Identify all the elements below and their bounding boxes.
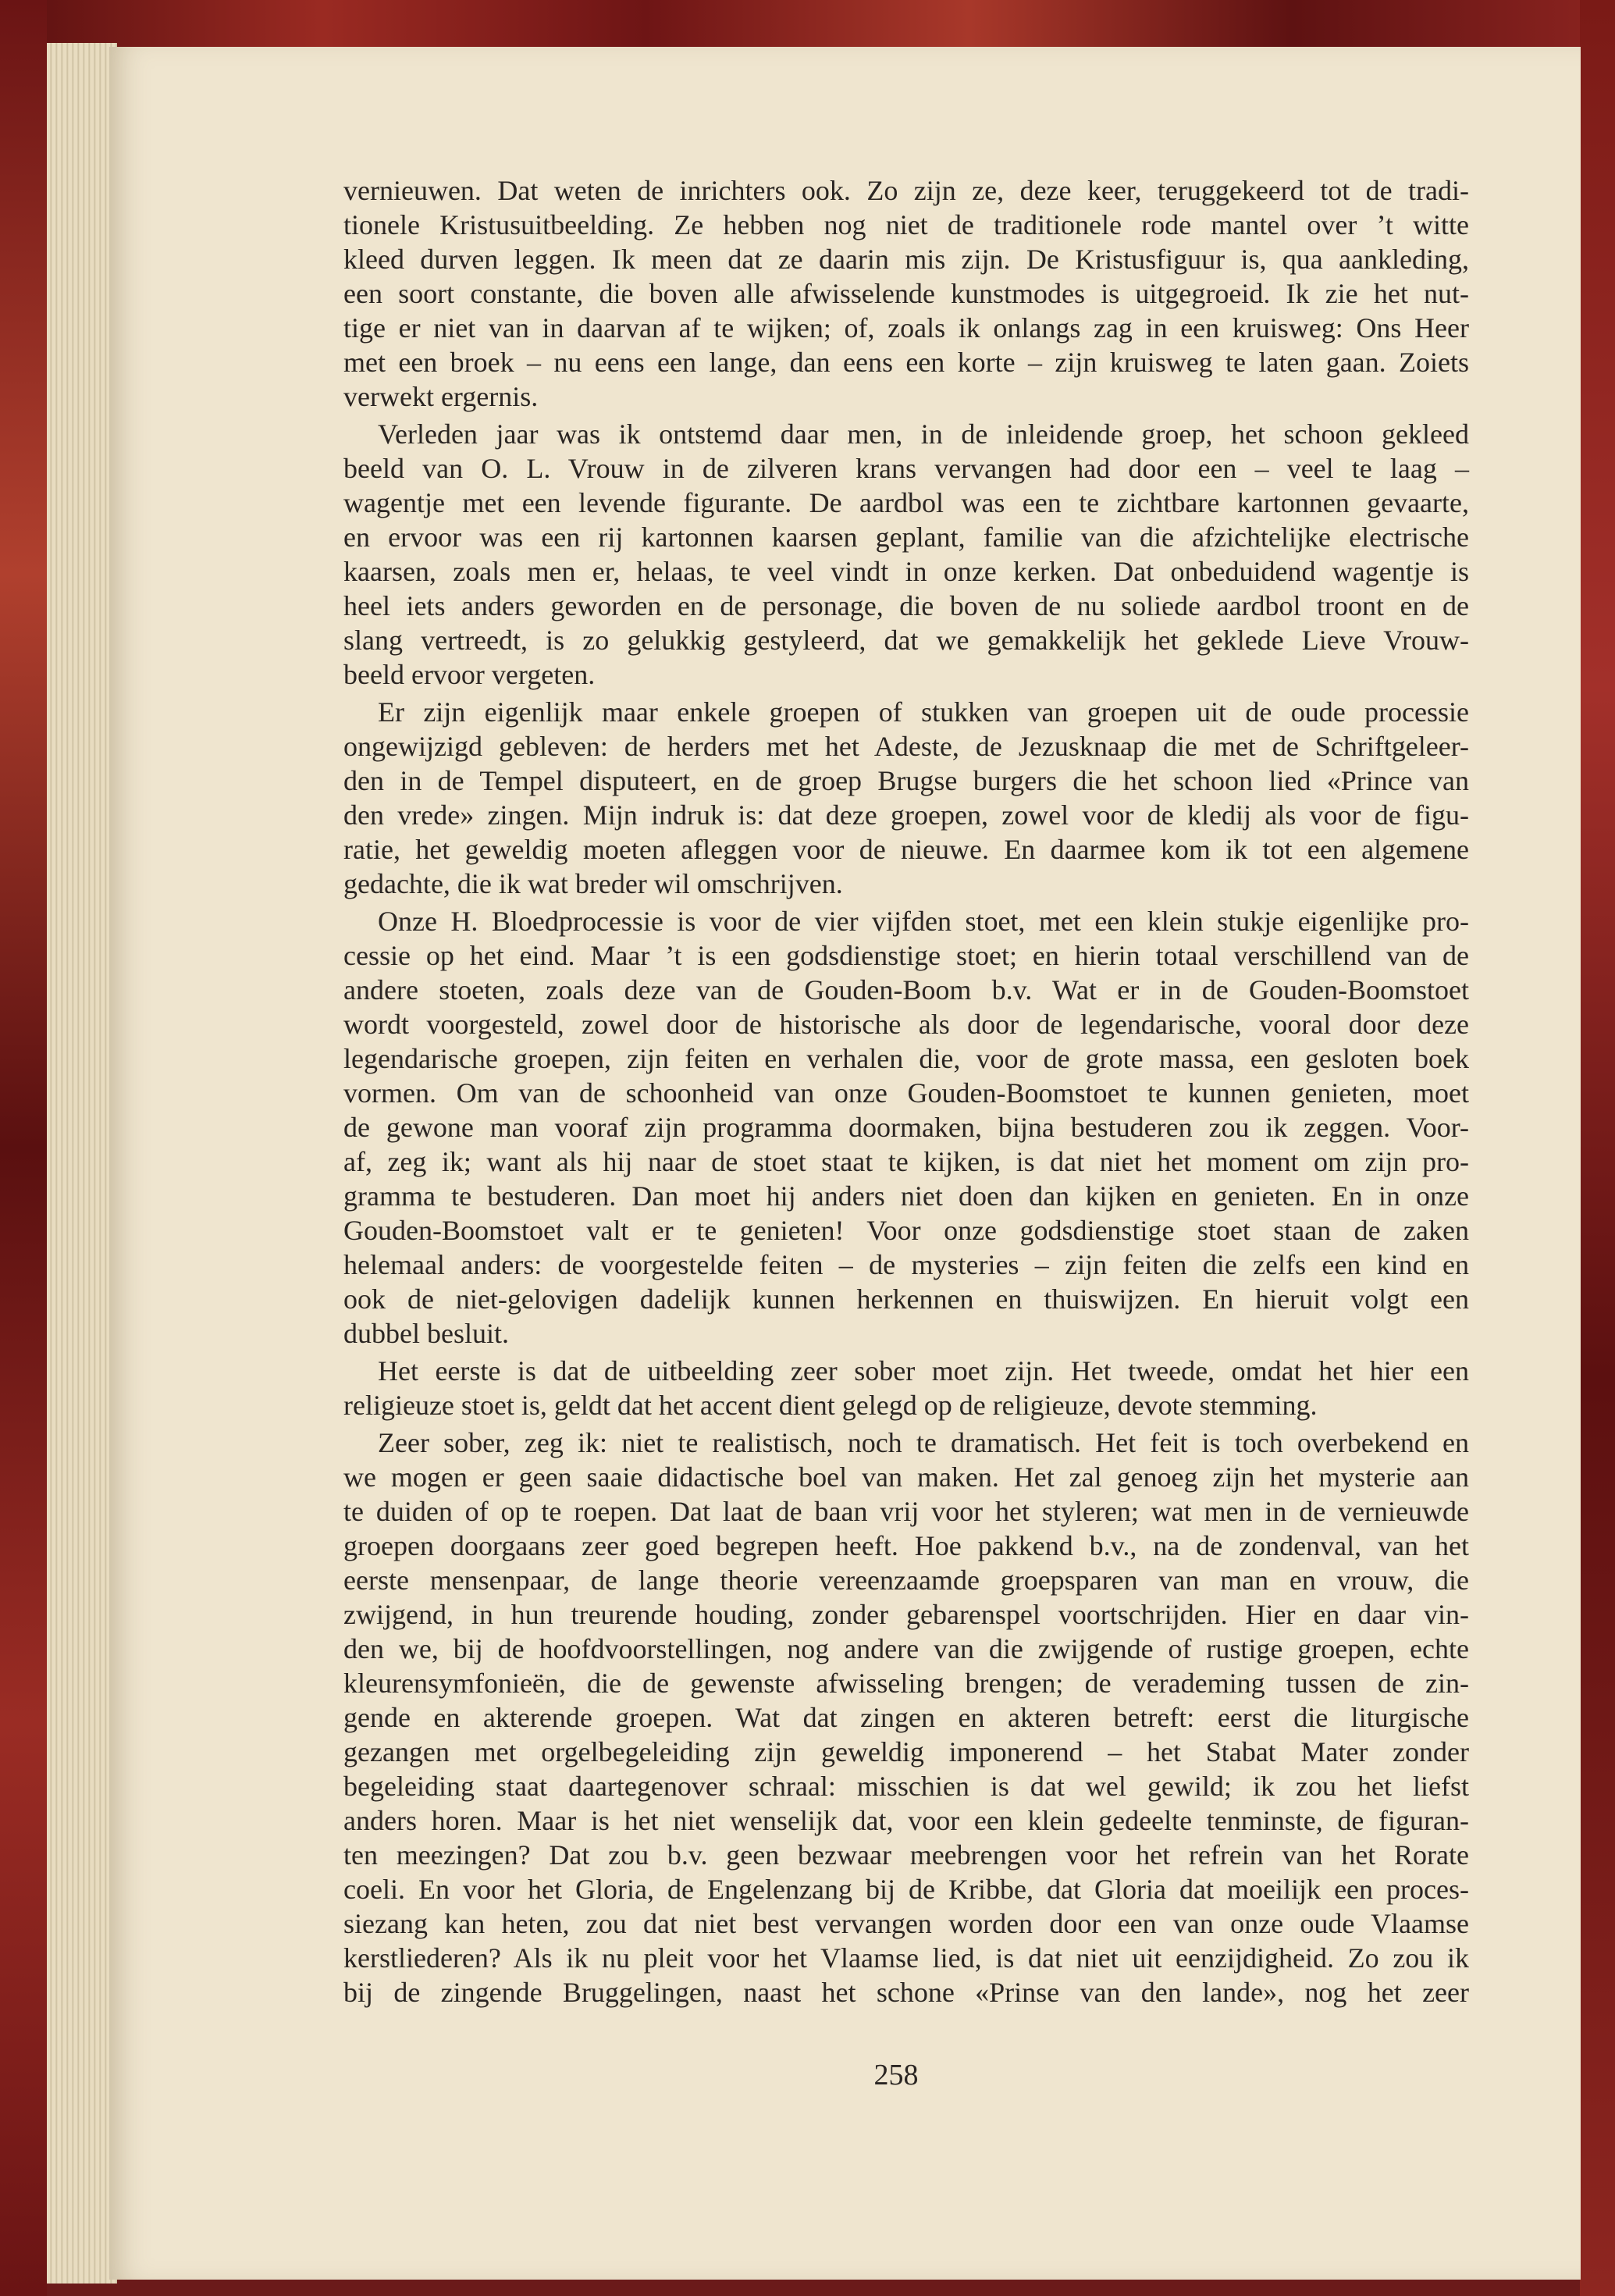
paragraph — [343, 1426, 1469, 2009]
text-line: tionele Kristusuitbeelding. Ze hebben nog niet de traditionele rode mantel over ’t witte — [343, 209, 1469, 240]
text-line: Verleden jaar was ik ontstemd daar men, in de inleidende groep, het schoon gekleed — [378, 418, 1469, 450]
text-line: slang vertreedt, is zo gelukkig gestyleerd, dat we gemakkelijk het geklede Lieve Vrouw- — [343, 625, 1469, 656]
text-line: vormen. Om van de schoonheid van onze Gouden-Boomstoet te kunnen genieten, moet — [343, 1077, 1469, 1109]
text-line: den we, bij de hoofdvoorstellingen, nog andere van die zwijgende of rustige groepen, echte — [343, 1633, 1469, 1664]
text-line: beeld ervoor vergeten. — [343, 659, 596, 690]
text-line: begeleiding staat daartegenover schraal: misschien is dat wel gewild; ik zou het liefst — [343, 1771, 1469, 1802]
text-line: ook de niet-gelovigen dadelijk kunnen herkennen en thuiswijzen. En hieruit volgt een — [343, 1283, 1469, 1315]
text-line: een soort constante, die boven alle afwisselende kunstmodes is uitgegroeid. Ik zie het nut- — [343, 278, 1469, 309]
text-line: af, zeg ik; want als hij naar de stoet staat te kijken, is dat niet het moment om zijn pro- — [343, 1146, 1469, 1177]
text-line: te duiden of op te roepen. Dat laat de baan vrij voor het styleren; wat men in de vernieuwde — [343, 1496, 1469, 1527]
text-line: beeld van O. L. Vrouw in de zilveren krans vervangen had door een – veel te laag – — [343, 453, 1469, 484]
text-line: bij de zingende Bruggelingen, naast het schone «Prinse van den lande», nog het zeer — [343, 1977, 1469, 2008]
text-line: kaarsen, zoals men er, helaas, te veel vindt in onze kerken. Dat onbeduidend wagentje is — [343, 556, 1469, 587]
text-line: andere stoeten, zoals deze van de Gouden-Boom b.v. Wat er in de Gouden-Boomstoet — [343, 974, 1469, 1006]
text-line: helemaal anders: de voorgestelde feiten – de mysteries – zijn feiten die zelfs een kind en — [343, 1249, 1469, 1280]
text-line: gezangen met orgelbegeleiding zijn geweldig imponerend – het Stabat Mater zonder — [343, 1736, 1469, 1767]
text-line: ongewijzigd gebleven: de herders met het Adeste, de Jezusknaap die met de Schriftgeleer- — [343, 731, 1469, 762]
text-line: Gouden-Boomstoet valt er te genieten! Voor onze godsdienstige stoet staan de zaken — [343, 1215, 1469, 1246]
text-line: legendarische groepen, zijn feiten en verhalen die, voor de grote massa, een gesloten boek — [343, 1043, 1469, 1074]
text-line: kleurensymfonieën, die de gewenste afwisseling brengen; de verademing tussen de zin- — [343, 1668, 1469, 1699]
text-line: den vrede» zingen. Mijn indruk is: dat deze groepen, zowel voor de kledij als voor de figu- — [343, 799, 1469, 831]
text-line: anders horen. Maar is het niet wenselijk dat, voor een klein gedeelte tenminste, de figuran- — [343, 1805, 1469, 1836]
text-line: zwijgend, in hun treurende houding, zonder gebarenspel voortschrijden. Hier en daar vin- — [343, 1599, 1469, 1630]
text-line: ten meezingen? Dat zou b.v. geen bezwaar meebrengen voor het refrein van het Rorate — [343, 1839, 1469, 1871]
text-line: groepen doorgaans zeer goed begrepen heeft. Hoe pakkend b.v., na de zondenval, van het — [343, 1530, 1469, 1561]
text-line: we mogen er geen saaie didactische boel van maken. Het zal genoeg zijn het mysterie aan — [343, 1461, 1469, 1493]
text-line: wordt voorgesteld, zowel door de historische als door de legendarische, vooral door deze — [343, 1009, 1469, 1040]
book-binding-left — [0, 0, 47, 2296]
paragraph — [343, 173, 1469, 414]
page-edges — [47, 43, 117, 2284]
text-line: ratie, het geweldig moeten afleggen voor de nieuwe. En daarmee kom ik tot een algemene — [343, 834, 1469, 865]
paragraph — [343, 695, 1469, 901]
text-line: Het eerste is dat de uitbeelding zeer sober moet zijn. Het tweede, omdat het hier een — [378, 1355, 1469, 1386]
text-line: gramma te bestuderen. Dan moet hij anders niet doen dan kijken en genieten. En in onze — [343, 1180, 1469, 1212]
text-line: cessie op het eind. Maar ’t is een godsdienstige stoet; en hierin totaal verschillend van de — [343, 940, 1469, 971]
paragraph — [343, 417, 1469, 692]
text-line: kleed durven leggen. Ik meen dat ze daarin mis zijn. De Kristusfiguur is, qua aankleding, — [343, 244, 1469, 275]
text-line: tige er niet van in daarvan af te wijken; of, zoals ik onlangs zag in een kruisweg: Ons Heer — [343, 312, 1469, 344]
text-line: eerste mensenpaar, de lange theorie vereenzaamde groepsparen van man en vrouw, die — [343, 1564, 1469, 1596]
text-line: wagentje met een levende figurante. De aardbol was een te zichtbare kartonnen gevaarte, — [343, 487, 1469, 518]
text-line: den in de Tempel disputeert, en de groep Brugse burgers die het schoon lied «Prince van — [343, 765, 1469, 796]
text-line: heel iets anders geworden en de personage, die boven de nu soliede aardbol troont en de — [343, 590, 1469, 621]
text-line: vernieuwen. Dat weten de inrichters ook. Zo zijn ze, deze keer, teruggekeerd tot de tradi- — [343, 175, 1469, 206]
text-line: en ervoor was een rij kartonnen kaarsen geplant, familie van die afzichtelijke electrische — [343, 521, 1469, 553]
page-number: 258 — [873, 2059, 919, 2091]
text-line: dubbel besluit. — [343, 1318, 509, 1349]
body-text — [343, 173, 1469, 2013]
paragraph — [343, 904, 1469, 1351]
book-binding-right — [1580, 0, 1615, 2296]
text-line: Onze H. Bloedprocessie is voor de vier vijfden stoet, met een klein stukje eigenlijke pro- — [378, 906, 1469, 937]
text-line: verwekt ergernis. — [343, 381, 539, 412]
text-line: gedachte, die ik wat breder wil omschrijven. — [343, 868, 843, 899]
paragraph — [343, 1354, 1469, 1422]
text-line: Er zijn eigenlijk maar enkele groepen of stukken van groepen uit de oude processie — [378, 696, 1469, 728]
text-line: Zeer sober, zeg ik: niet te realistisch, noch te dramatisch. Het feit is toch overbekend en — [378, 1427, 1469, 1458]
text-line: siezang kan heten, zou dat niet best vervangen worden door een van onze oude Vlaamse — [343, 1908, 1469, 1939]
text-line: gende en akterende groepen. Wat dat zingen en akteren betreft: eerst die liturgische — [343, 1702, 1469, 1733]
text-line: religieuze stoet is, geldt dat het accent dient gelegd op de religieuze, devote stemming. — [343, 1390, 1318, 1421]
text-line: met een broek – nu eens een lange, dan eens een korte – zijn kruisweg te laten gaan. Zoiets — [343, 347, 1469, 378]
text-line: coeli. En voor het Gloria, de Engelenzang bij de Kribbe, dat Gloria dat moeilijk een proces- — [343, 1874, 1469, 1905]
text-line: de gewone man vooraf zijn programma doormaken, bijna bestuderen zou ik zeggen. Voor- — [343, 1112, 1469, 1143]
text-line: kerstliederen? Als ik nu pleit voor het Vlaamse lied, is dat niet uit eenzijdigheid. Zo zou ik — [343, 1942, 1469, 1974]
